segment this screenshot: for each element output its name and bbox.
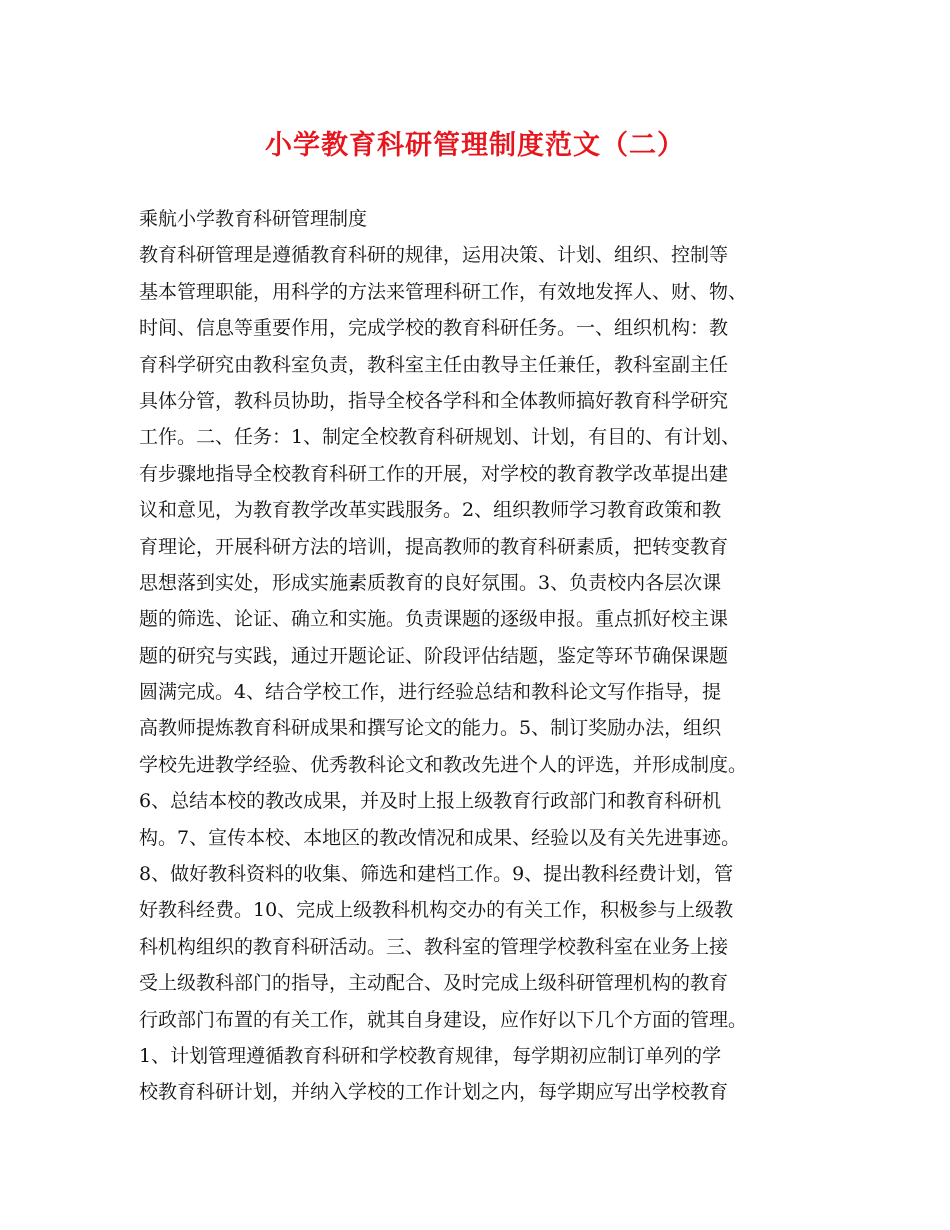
document-title: 小学教育科研管理制度范文（二） — [265, 130, 685, 161]
document-body — [139, 201, 839, 1111]
paragraph-line: 议和意见，为教育教学改革实践服务。2、组织教师学习教育政策和教 — [139, 499, 722, 522]
paragraph-line: 教育科研管理是遵循教育科研的规律，运用决策、计划、组织、控制等 — [139, 244, 729, 267]
paragraph-line: 具体分管，教科员协助，指导全校各学科和全体教师搞好教育科学研究 — [139, 389, 729, 412]
paragraph-line: 育理论，开展科研方法的培训，提高教师的教育科研素质，把转变教育 — [139, 535, 729, 558]
paragraph-line: 8、做好教科资料的收集、筛选和建档工作。9、提出教科经费计划，管 — [139, 863, 734, 886]
paragraph-line: 题的研究与实践，通过开题论证、阶段评估结题，鉴定等环节确保课题 — [139, 644, 729, 667]
paragraph-line: 科机构组织的教育科研活动。三、教科室的管理学校教科室在业务上接 — [139, 935, 729, 958]
paragraph-line: 圆满完成。4、结合学校工作，进行经验总结和教科论文写作指导，提 — [139, 681, 722, 704]
paragraph-line: 行政部门布置的有关工作，就其自身建设，应作好以下几个方面的管理。 — [139, 1008, 748, 1031]
paragraph-line: 有步骤地指导全校教育科研工作的开展，对学校的教育教学改革提出建 — [139, 462, 729, 485]
paragraph-line: 6、总结本校的教改成果，并及时上报上级教育行政部门和教育科研机 — [139, 790, 722, 813]
paragraph-line: 校教育科研计划，并纳入学校的工作计划之内，每学期应写出学校教育 — [139, 1081, 729, 1104]
paragraph-line: 1、计划管理遵循教育科研和学校教育规律，每学期初应制订单列的学 — [139, 1044, 722, 1067]
paragraph-line: 好教科经费。10、完成上级教科机构交办的有关工作，积极参与上级教 — [139, 899, 734, 922]
document-subtitle: 乘航小学教育科研管理制度 — [139, 208, 368, 230]
paragraph-line: 工作。二、任务：1、制定全校教育科研规划、计划，有目的、有计划、 — [139, 426, 741, 449]
paragraph-line: 受上级教科部门的指导，主动配合、及时完成上级科研管理机构的教育 — [139, 972, 729, 995]
paragraph-line: 育科学研究由教科室负责，教科室主任由教导主任兼任，教科室副主任 — [139, 353, 729, 376]
paragraph-line: 思想落到实处，形成实施素质教育的良好氛围。3、负责校内各层次课 — [139, 571, 722, 594]
paragraph-line: 时间、信息等重要作用，完成学校的教育科研任务。一、组织机构：教 — [139, 317, 729, 340]
paragraph-line: 学校先进教学经验、优秀教科论文和教改先进个人的评选，并形成制度。 — [139, 753, 748, 776]
paragraph-line: 高教师提炼教育科研成果和撰写论文的能力。5、制订奖励办法，组织 — [139, 717, 722, 740]
paragraph-line: 基本管理职能，用科学的方法来管理科研工作，有效地发挥人、财、物、 — [139, 280, 748, 303]
paragraph-line: 构。7、宣传本校、本地区的教改情况和成果、经验以及有关先进事迹。 — [139, 826, 741, 849]
paragraph-line: 题的筛选、论证、确立和实施。负责课题的逐级申报。重点抓好校主课 — [139, 608, 729, 631]
